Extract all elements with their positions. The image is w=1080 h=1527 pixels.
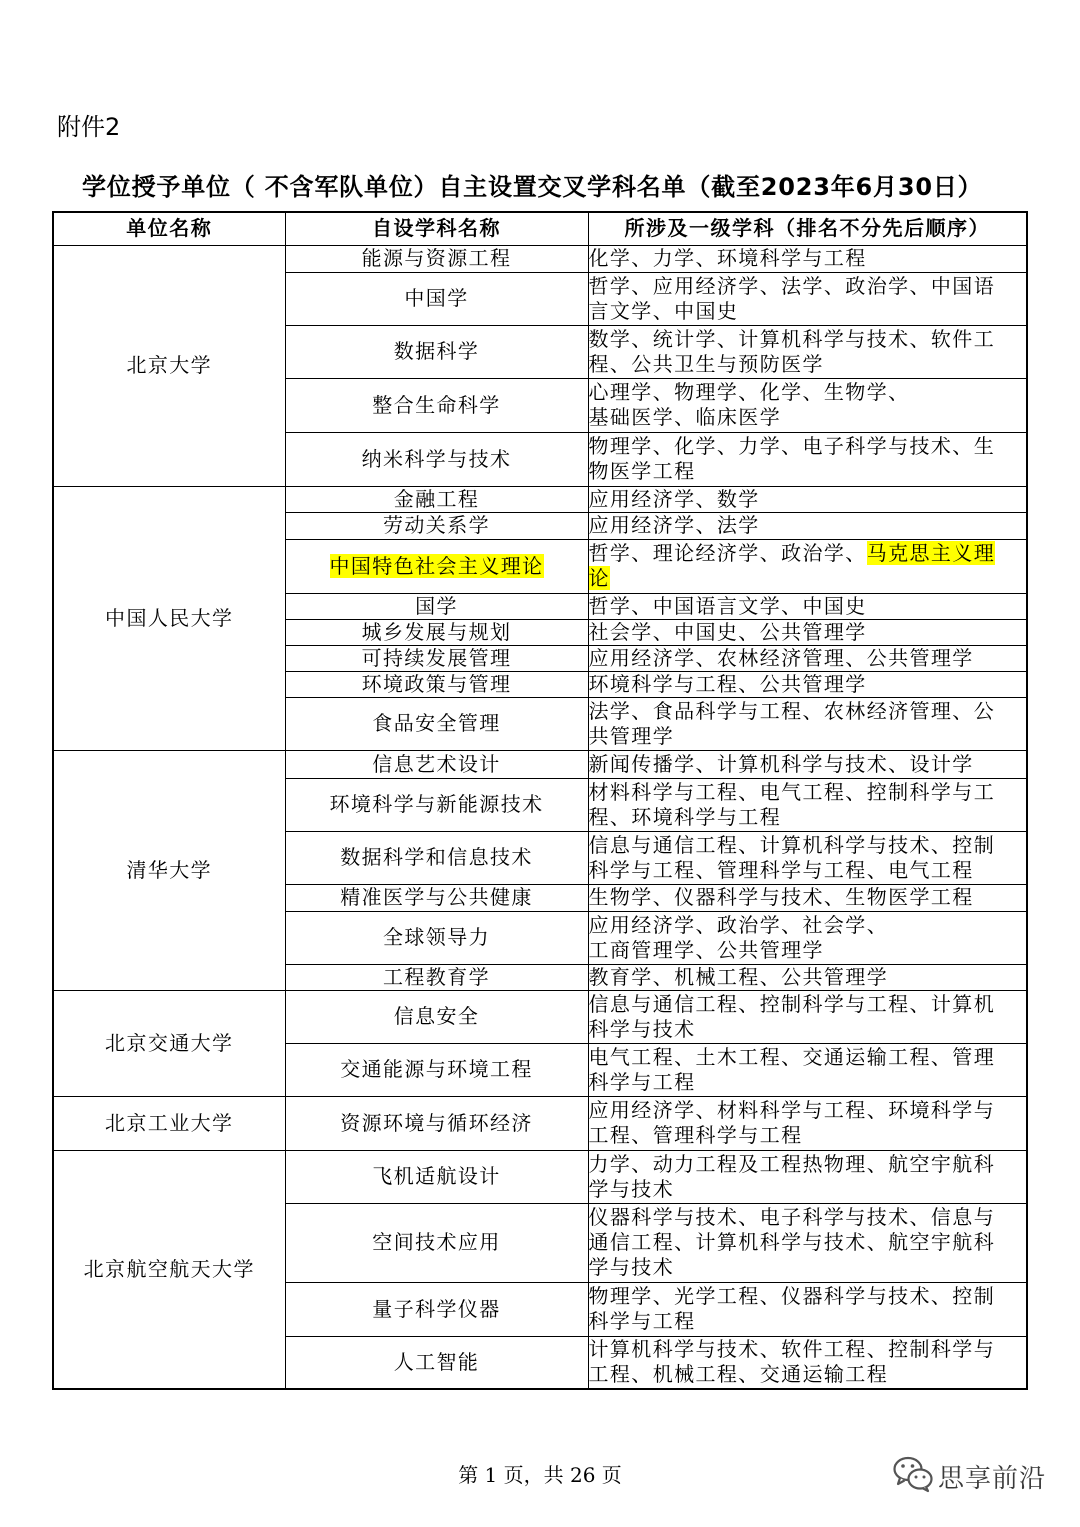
first-level-disciplines-cell: 计算机科学与技术、软件工程、控制科学与 工程、机械工程、交通运输工程 (588, 1336, 1027, 1389)
first-level-disciplines-cell: 数学、统计学、计算机科学与技术、软件工 程、公共卫生与预防医学 (588, 325, 1027, 378)
discipline-name-cell: 国学 (285, 593, 588, 619)
first-level-disciplines-text: 哲学、理论经济学、政治学、 (588, 541, 867, 565)
first-level-disciplines-cell: 物理学、光学工程、仪器科学与技术、控制 科学与工程 (588, 1282, 1027, 1336)
first-level-disciplines-cell: 信息与通信工程、计算机科学与技术、控制 科学与工程、管理科学与工程、电气工程 (588, 831, 1027, 884)
first-level-disciplines-cell: 新闻传播学、计算机科学与技术、设计学 (588, 750, 1027, 778)
discipline-name-cell: 空间技术应用 (285, 1203, 588, 1282)
first-level-disciplines-cell: 哲学、应用经济学、法学、政治学、中国语 言文学、中国史 (588, 272, 1027, 325)
first-level-disciplines-cell: 法学、食品科学与工程、农林经济管理、公 共管理学 (588, 697, 1027, 750)
page-number: 第 1 页，共 26 页 (458, 1463, 622, 1487)
discipline-name-cell: 交通能源与环境工程 (285, 1043, 588, 1096)
table-row (53, 1096, 1027, 1150)
discipline-name-cell: 城乡发展与规划 (285, 619, 588, 645)
first-level-disciplines-cell: 材料科学与工程、电气工程、控制科学与工 程、环境科学与工程 (588, 778, 1027, 831)
discipline-name-cell: 整合生命科学 (285, 378, 588, 432)
unit-name-cell: 北京航空航天大学 (53, 1150, 285, 1389)
unit-name-cell: 清华大学 (53, 750, 285, 990)
first-level-disciplines-cell: 电气工程、土木工程、交通运输工程、管理 科学与工程 (588, 1043, 1027, 1096)
unit-name-cell: 北京大学 (53, 245, 285, 486)
wechat-icon (892, 1455, 934, 1497)
first-level-disciplines-cell: 信息与通信工程、控制科学与工程、计算机 科学与技术 (588, 990, 1027, 1043)
discipline-name-cell (285, 539, 588, 593)
table-header-row (53, 212, 1027, 245)
discipline-name-cell: 中国学 (285, 272, 588, 325)
discipline-name-cell: 环境政策与管理 (285, 671, 588, 697)
discipline-name-cell: 信息安全 (285, 990, 588, 1043)
header-discipline-name: 自设学科名称 (285, 212, 588, 245)
watermark-text: 思享前沿 (938, 1463, 1047, 1494)
document-title: 学位授予单位（ 不含军队单位）自主设置交叉学科名单（截至2023年6月30日） (82, 173, 983, 201)
first-level-disciplines-cell: 力学、动力工程及工程热物理、航空宇航科 学与技术 (588, 1150, 1027, 1203)
first-level-disciplines-cell: 仪器科学与技术、电子科学与技术、信息与 通信工程、计算机科学与技术、航空宇航科 学与技术 (588, 1203, 1027, 1282)
first-level-disciplines-cell: 化学、力学、环境科学与工程 (588, 245, 1027, 272)
discipline-name-cell: 信息艺术设计 (285, 750, 588, 778)
first-level-disciplines-cell: 应用经济学、数学 (588, 486, 1027, 512)
highlighted-first-level-discipline: 马克思主义理 论 (588, 541, 996, 590)
first-level-disciplines-cell: 应用经济学、政治学、社会学、 工商管理学、公共管理学 (588, 911, 1027, 964)
first-level-disciplines-cell: 应用经济学、农林经济管理、公共管理学 (588, 645, 1027, 671)
first-level-disciplines-cell: 哲学、中国语言文学、中国史 (588, 593, 1027, 619)
discipline-name-cell: 量子科学仪器 (285, 1282, 588, 1336)
discipline-name-cell: 环境科学与新能源技术 (285, 778, 588, 831)
discipline-name-cell: 全球领导力 (285, 911, 588, 964)
first-level-disciplines-cell: 应用经济学、材料科学与工程、环境科学与 工程、管理科学与工程 (588, 1096, 1027, 1150)
discipline-name-cell: 精准医学与公共健康 (285, 884, 588, 911)
discipline-name-cell: 可持续发展管理 (285, 645, 588, 671)
first-level-disciplines-cell: 社会学、中国史、公共管理学 (588, 619, 1027, 645)
first-level-disciplines-cell: 心理学、物理学、化学、生物学、 基础医学、临床医学 (588, 378, 1027, 432)
unit-name-cell: 中国人民大学 (53, 486, 285, 750)
table-row (53, 990, 1027, 1043)
discipline-name-cell: 数据科学 (285, 325, 588, 378)
highlighted-discipline-name: 中国特色社会主义理论 (329, 553, 544, 578)
table-row (53, 245, 1027, 272)
watermark (892, 1456, 1046, 1496)
first-level-disciplines-cell: 环境科学与工程、公共管理学 (588, 671, 1027, 697)
first-level-disciplines-cell (588, 539, 1027, 593)
first-level-disciplines-cell: 教育学、机械工程、公共管理学 (588, 964, 1027, 990)
discipline-name-cell: 资源环境与循环经济 (285, 1096, 588, 1150)
discipline-name-cell: 能源与资源工程 (285, 245, 588, 272)
header-unit-name: 单位名称 (53, 212, 285, 245)
header-first-level-disciplines: 所涉及一级学科（排名不分先后顺序） (588, 212, 1027, 245)
discipline-name-cell: 纳米科学与技术 (285, 432, 588, 486)
first-level-disciplines-cell: 物理学、化学、力学、电子科学与技术、生 物医学工程 (588, 432, 1027, 486)
table-row (53, 486, 1027, 512)
discipline-name-cell: 飞机适航设计 (285, 1150, 588, 1203)
discipline-name-cell: 数据科学和信息技术 (285, 831, 588, 884)
discipline-table (52, 211, 1028, 1390)
discipline-name-cell: 人工智能 (285, 1336, 588, 1389)
discipline-name-cell: 食品安全管理 (285, 697, 588, 750)
table-row (53, 1150, 1027, 1203)
attachment-label: 附件2 (57, 113, 121, 141)
discipline-name-cell: 金融工程 (285, 486, 588, 512)
discipline-name-cell: 劳动关系学 (285, 512, 588, 539)
first-level-disciplines-cell: 生物学、仪器科学与技术、生物医学工程 (588, 884, 1027, 911)
table-row (53, 750, 1027, 778)
unit-name-cell: 北京工业大学 (53, 1096, 285, 1150)
unit-name-cell: 北京交通大学 (53, 990, 285, 1096)
discipline-name-cell: 工程教育学 (285, 964, 588, 990)
first-level-disciplines-cell: 应用经济学、法学 (588, 512, 1027, 539)
